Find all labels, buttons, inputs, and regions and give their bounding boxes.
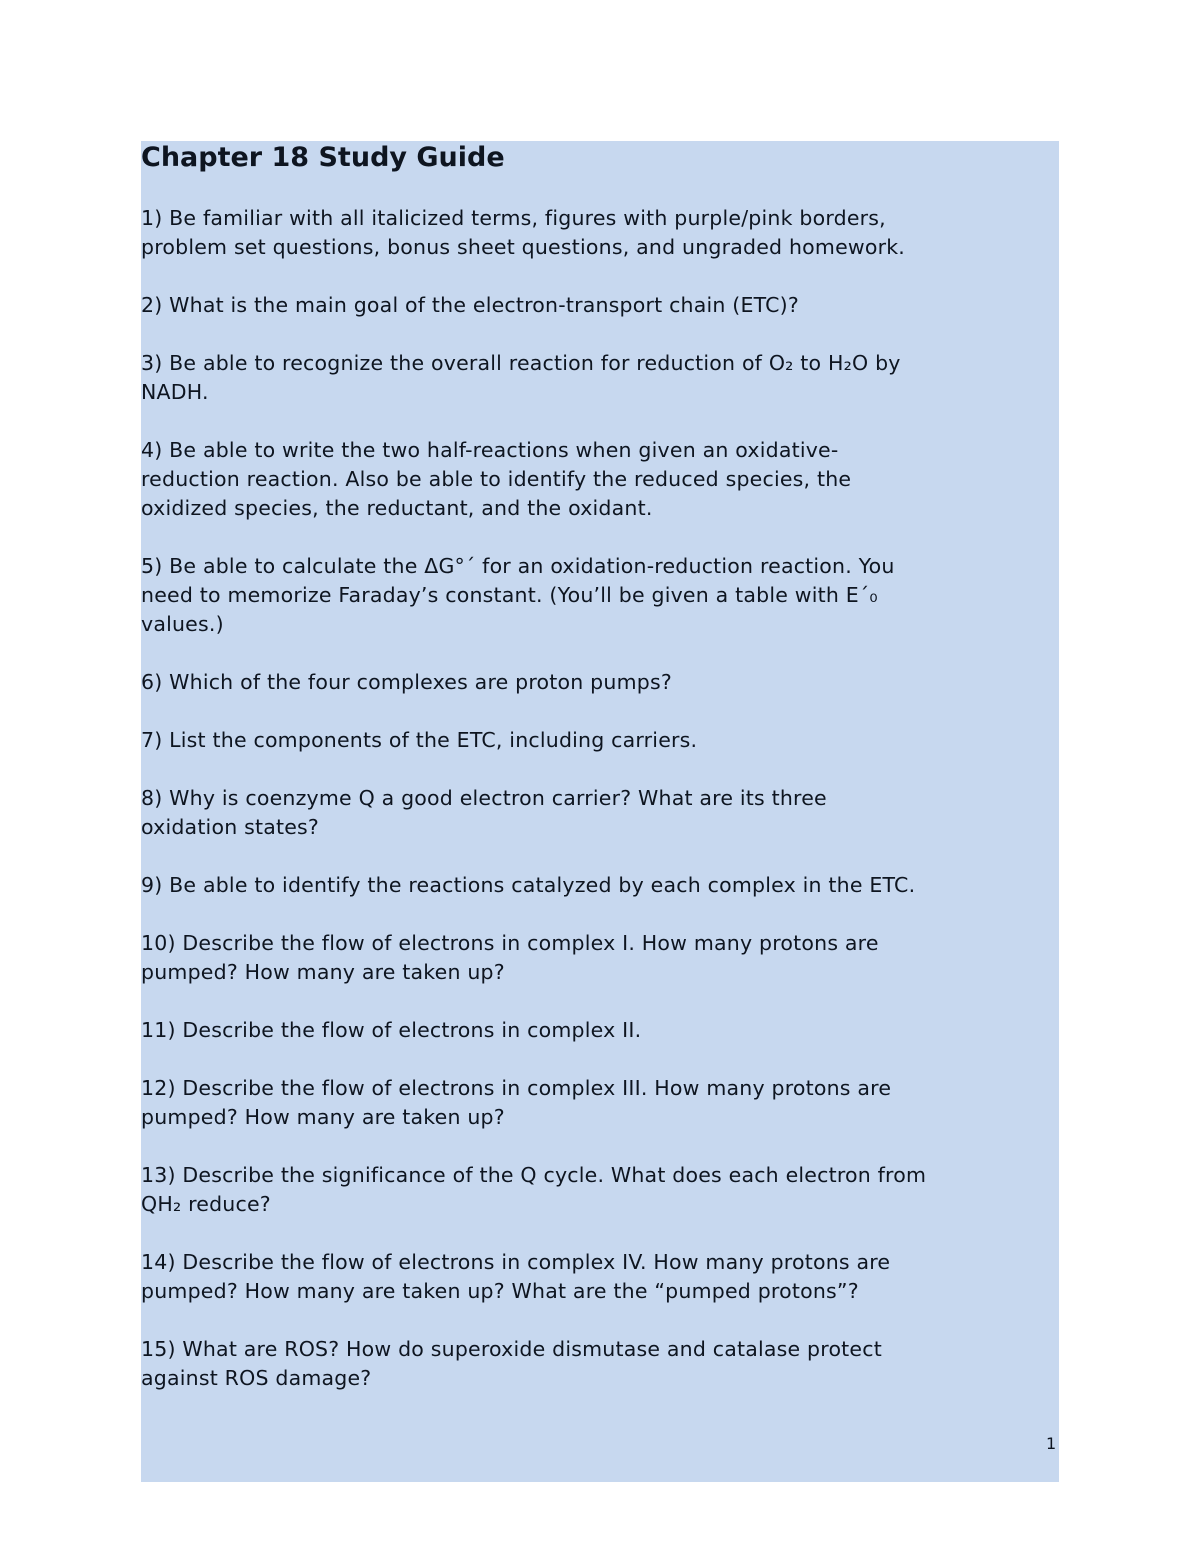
list-item-13 (141, 1161, 1059, 1219)
item-text-line: 13) Describe the significance of the Q cycle. What does each electron from (141, 1163, 927, 1187)
list-item-6 (141, 668, 1059, 697)
list-item-9 (141, 871, 1059, 900)
list-item-1 (141, 204, 1059, 262)
item-text-line: 12) Describe the flow of electrons in complex III. How many protons are (141, 1076, 892, 1100)
list-item-14 (141, 1248, 1059, 1306)
item-text-line: 5) Be able to calculate the ΔG°´ for an oxidation-reduction reaction. You (141, 554, 895, 578)
item-text-line: 6) Which of the four complexes are proton pumps? (141, 670, 672, 694)
item-text-line: 9) Be able to identify the reactions catalyzed by each complex in the ETC. (141, 873, 916, 897)
item-text-line: values.) (141, 612, 224, 636)
item-text-line: 8) Why is coenzyme Q a good electron carrier? What are its three (141, 786, 827, 810)
study-guide-list (141, 204, 1059, 1422)
item-text-line: 1) Be familiar with all italicized terms, figures with purple/pink borders, (141, 206, 886, 230)
item-text-line: 4) Be able to write the two half-reactions when given an oxidative- (141, 438, 839, 462)
item-text-line: 10) Describe the flow of electrons in complex I. How many protons are (141, 931, 879, 955)
list-item-10 (141, 929, 1059, 987)
list-item-15 (141, 1335, 1059, 1393)
list-item-11 (141, 1016, 1059, 1045)
item-text-line: 7) List the components of the ETC, including carriers. (141, 728, 698, 752)
item-text-line: against ROS damage? (141, 1366, 372, 1390)
list-item-7 (141, 726, 1059, 755)
item-text-line: 11) Describe the flow of electrons in complex II. (141, 1018, 642, 1042)
list-item-2 (141, 291, 1059, 320)
item-text-line: oxidation states? (141, 815, 319, 839)
item-text-line: need to memorize Faraday’s constant. (You’ll be given a table with E´₀ (141, 583, 878, 607)
list-item-3 (141, 349, 1059, 407)
item-text-line: 15) What are ROS? How do superoxide dismutase and catalase protect (141, 1337, 882, 1361)
list-item-12 (141, 1074, 1059, 1132)
list-item-8 (141, 784, 1059, 842)
document-title: Chapter 18 Study Guide (141, 142, 505, 173)
item-text-line: problem set questions, bonus sheet questions, and ungraded homework. (141, 235, 906, 259)
item-text-line: pumped? How many are taken up? What are the “pumped protons”? (141, 1279, 859, 1303)
item-text-line: pumped? How many are taken up? (141, 1105, 505, 1129)
page-number: 1 (1046, 1434, 1057, 1453)
item-text-line: 14) Describe the flow of electrons in complex IV. How many protons are (141, 1250, 891, 1274)
item-text-line: reduction reaction. Also be able to identify the reduced species, the (141, 467, 852, 491)
item-text-line: 2) What is the main goal of the electron-transport chain (ETC)? (141, 293, 799, 317)
list-item-5 (141, 552, 1059, 639)
item-text-line: QH₂ reduce? (141, 1192, 271, 1216)
item-text-line: oxidized species, the reductant, and the oxidant. (141, 496, 653, 520)
list-item-4 (141, 436, 1059, 523)
item-text-line: NADH. (141, 380, 209, 404)
item-text-line: 3) Be able to recognize the overall reaction for reduction of O₂ to H₂O by (141, 351, 901, 375)
item-text-line: pumped? How many are taken up? (141, 960, 505, 984)
